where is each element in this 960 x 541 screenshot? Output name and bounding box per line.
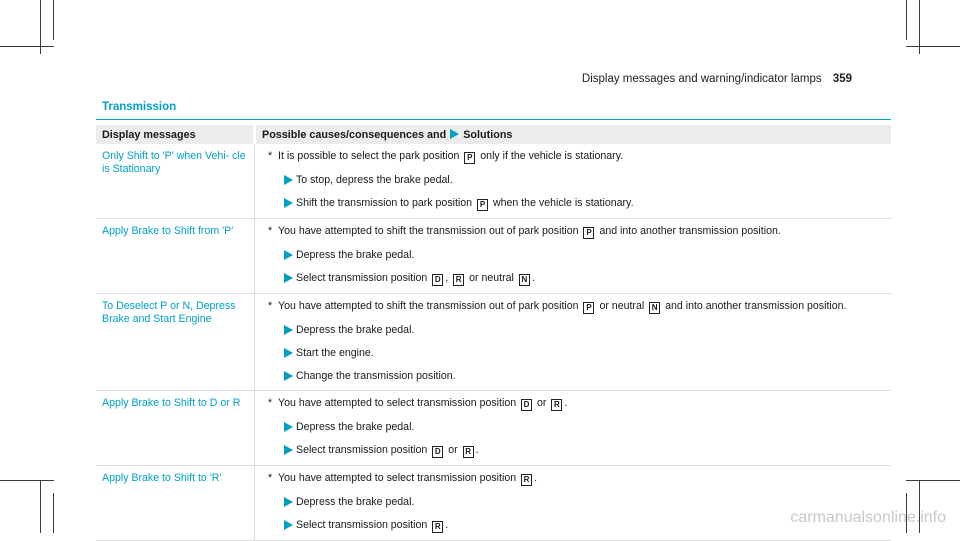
cause-text: * You have attempted to shift the transmission out of park position P or neutral N and into another transmission position. — [268, 300, 847, 312]
arrow-icon — [284, 520, 293, 530]
gear-r-icon: R — [521, 474, 532, 486]
display-message: To Deselect P or N, Depress Brake and Start Engine — [96, 294, 255, 391]
display-message: Apply Brake to Shift to 'R' — [96, 466, 255, 541]
arrow-icon — [284, 497, 293, 507]
causes-cell — [255, 294, 892, 391]
arrow-icon — [450, 129, 459, 139]
watermark: carmanualsonline.info — [790, 509, 946, 526]
causes-cell — [255, 144, 892, 219]
crop-mark — [40, 0, 41, 54]
crop-mark — [0, 480, 54, 481]
crop-mark — [919, 0, 920, 54]
solution-step: Shift the transmission to park position P when the vehicle is stationary. — [261, 197, 885, 211]
gear-r-icon: R — [453, 274, 464, 286]
table-row — [96, 391, 891, 466]
table-row — [96, 219, 891, 294]
solution-step: Select transmission position D or R . — [261, 444, 885, 458]
arrow-icon — [284, 273, 293, 283]
column-header-causes — [255, 125, 892, 144]
gear-p-icon: P — [477, 199, 488, 211]
cause-text: * You have attempted to shift the transmission out of park position P and into another transmission position. — [268, 225, 781, 237]
solution-step: Select transmission position D , R or neutral N . — [261, 272, 885, 286]
gear-p-icon: P — [464, 152, 475, 164]
display-message: Only Shift to 'P' when Vehi- cle is Stationary — [96, 144, 255, 219]
crop-mark — [0, 46, 54, 47]
crop-mark — [906, 480, 960, 481]
solution-step: Depress the brake pedal. — [261, 421, 885, 434]
gear-r-icon: R — [463, 446, 474, 458]
arrow-icon — [284, 175, 293, 185]
running-head — [582, 73, 852, 85]
crop-mark — [906, 46, 960, 47]
arrow-icon — [284, 198, 293, 208]
arrow-icon — [284, 371, 293, 381]
section-divider — [96, 119, 891, 120]
crop-mark — [53, 0, 54, 40]
display-messages-table — [96, 125, 891, 541]
cause-text: * You have attempted to select transmission position D or R . — [268, 397, 568, 409]
arrow-icon — [284, 250, 293, 260]
table-row — [96, 144, 891, 219]
solution-step: Select transmission position R . — [261, 519, 885, 533]
gear-d-icon: D — [432, 446, 443, 458]
display-message: Apply Brake to Shift to D or R — [96, 391, 255, 466]
gear-p-icon: P — [583, 227, 594, 239]
cause-text: * It is possible to select the park position P only if the vehicle is stationary. — [268, 150, 624, 162]
arrow-icon — [284, 422, 293, 432]
gear-d-icon: D — [432, 274, 443, 286]
arrow-icon — [284, 348, 293, 358]
causes-cell — [255, 391, 892, 466]
running-title: Display messages and warning/indicator lamps — [581, 73, 822, 85]
cause-text: * You have attempted to select transmission position R . — [268, 472, 538, 484]
table-row — [96, 294, 891, 391]
column-header-causes-label: Possible causes/consequences and — [262, 128, 447, 141]
gear-r-icon: R — [551, 399, 562, 411]
solution-step: Depress the brake pedal. — [261, 496, 885, 509]
gear-n-icon: N — [519, 274, 530, 286]
column-header-display-messages: Display messages — [96, 125, 255, 144]
solution-step: Start the engine. — [261, 347, 885, 360]
table-header-row — [96, 125, 891, 144]
table-row — [96, 466, 891, 541]
solution-step: Depress the brake pedal. — [261, 324, 885, 337]
gear-n-icon: N — [649, 302, 660, 314]
crop-mark — [53, 493, 54, 533]
arrow-icon — [284, 325, 293, 335]
column-header-solutions-label: Solutions — [463, 128, 513, 141]
solution-step: Change the transmission position. — [261, 370, 885, 383]
causes-cell — [255, 466, 892, 541]
crop-mark — [906, 0, 907, 40]
display-message: Apply Brake to Shift from 'P' — [96, 219, 255, 294]
solution-step: Depress the brake pedal. — [261, 249, 885, 262]
gear-d-icon: D — [521, 399, 532, 411]
arrow-icon — [284, 445, 293, 455]
section-title: Transmission — [102, 101, 177, 113]
gear-r-icon: R — [432, 521, 443, 533]
solution-step: To stop, depress the brake pedal. — [261, 174, 885, 187]
page-number: 359 — [832, 73, 852, 85]
crop-mark — [40, 480, 41, 533]
causes-cell — [255, 219, 892, 294]
gear-p-icon: P — [583, 302, 594, 314]
